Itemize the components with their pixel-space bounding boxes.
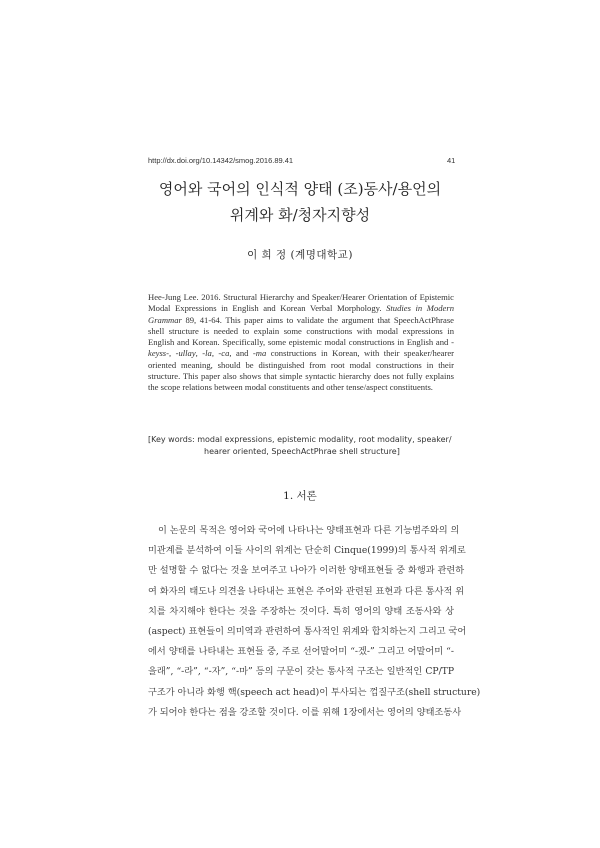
morpheme-ma: -ma — [252, 348, 267, 359]
author-affiliation: 이 희 정 (계명대학교) — [247, 249, 353, 261]
abstract-text-1: 89, 41-64. This paper aims to validate the argument that SpeechActPhrase shell structure is needed to explain some constructions with modal expressions in English and Korean. Specifically, some epistemic modal constructions in English and — [148, 314, 454, 348]
keywords-line-2: hearer oriented, SpeechActPhrae shell structure] — [204, 447, 400, 456]
abstract — [148, 292, 454, 394]
separator: , — [169, 348, 176, 359]
body-line: 치를 차지해야 한다는 것을 주장하는 것이다. 특히 영어의 양태 조동사와 상 — [148, 605, 454, 617]
body-line: 미관계를 분석하여 이들 사이의 위계는 단순히 Cinque(1999)의 통사적 위계로 — [148, 545, 466, 557]
abstract-citation: Hee-Jung Lee. 2016. Structural Hierarchy and Speaker/Hearer Orientation of Epistemic Modal Expressions in English and Korean Verbal Morphology. — [148, 292, 454, 314]
separator: , — [211, 348, 219, 359]
morpheme-ca: -ca — [218, 348, 230, 359]
morpheme-ullay: -ullay — [175, 348, 196, 359]
separator: , — [195, 348, 203, 359]
paper-title-line-1: 영어와 국어의 인식적 양태 (조)동사/용언의 — [158, 180, 442, 198]
keywords-line-1: [Key words: modal expressions, epistemic modality, root modality, speaker/ — [148, 435, 452, 444]
body-line: 이 논문의 목적은 영어와 국어에 나타나는 양태표현과 다른 기능범주와의 의 — [158, 525, 460, 536]
paper-title-line-2: 위계와 화/청자지향성 — [229, 206, 371, 224]
keywords — [148, 434, 454, 458]
section-heading: 1. 서론 — [283, 490, 317, 502]
abstract-text-2: constructions in Korean, with their speaker/hearer oriented meaning, should be distinguished from root modal constructions in their structure. This paper also shows that simple syntactic hierarchy does not fully explains the scope relations between modal constituents and other tense/aspect constituents. — [148, 348, 455, 393]
journal-name: Studies in Modern Grammar — [148, 303, 455, 325]
page-number: 41 — [447, 156, 456, 165]
doi-link[interactable]: http://dx.doi.org/10.14342/smog.2016.89.41 — [148, 156, 294, 165]
body-line: 만 설명할 수 없다는 것을 보여주고 나아가 이러한 양태표현들 중 화행과 관련하 — [148, 565, 465, 577]
body-line: 여 화자의 태도나 의견을 나타내는 표현은 주어와 관련된 표현과 다른 통사적 위 — [148, 585, 465, 597]
body-line: 을래”, “-라”, “-자”, “-마” 등의 구문이 갖는 통사적 구조는 일반적인 CP/TP — [148, 666, 454, 678]
body-line: 가 되어야 한다는 점을 강조할 것이다. 이를 위해 1장에서는 영어의 양태조동사 — [148, 706, 462, 718]
body-line: 구조가 아니라 화행 핵(speech act head)이 투사되는 껍질구조(shell structure) — [148, 686, 481, 698]
separator: , and — [229, 348, 253, 359]
body-paragraph — [148, 521, 481, 723]
body-line: (aspect) 표현들이 의미역과 관련하여 통사적인 위계와 합치하는지 그리고 국어 — [148, 626, 467, 638]
morpheme-keyss: -keyss- — [148, 337, 454, 359]
morpheme-la: -la — [202, 348, 212, 359]
body-line: 에서 양태를 나타내는 표현들 중, 주로 선어말어미 “-겠-” 그리고 어말어미 “- — [148, 646, 454, 658]
